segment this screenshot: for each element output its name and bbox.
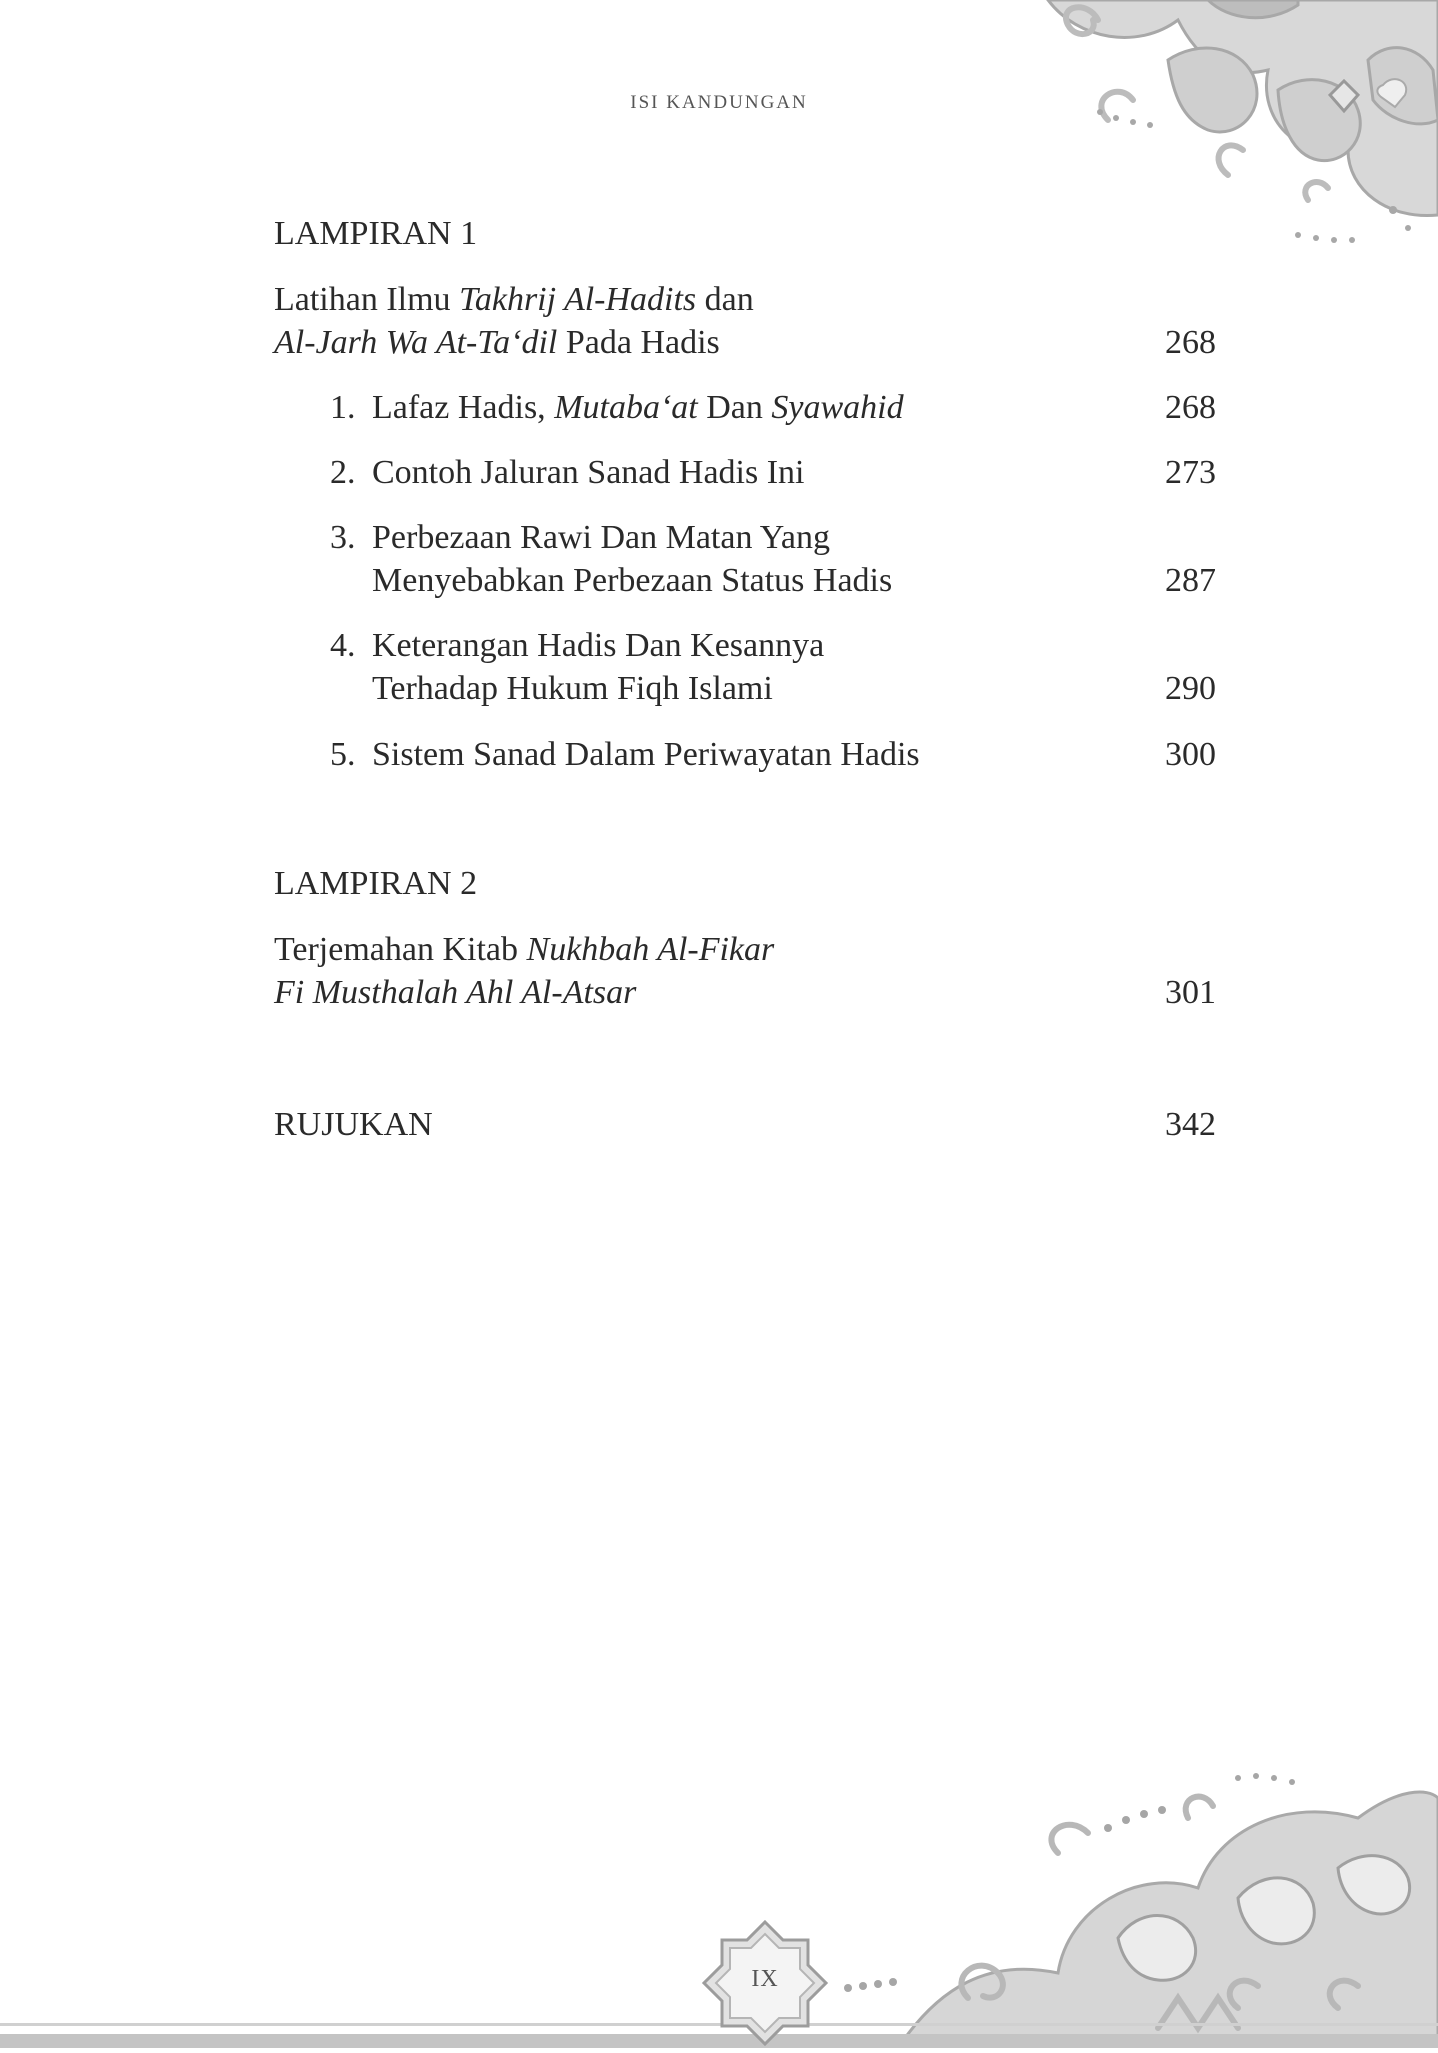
lampiran-1-section [274, 213, 1216, 255]
entry-line-1: Contoh Jaluran Sanad Hadis Ini [372, 454, 805, 491]
entry-line-1: Sistem Sanad Dalam Periwayatan Hadis [372, 736, 920, 773]
page-number-ref: 268 [1165, 389, 1216, 426]
page-number-ref: 290 [1165, 670, 1216, 707]
toc-subentry [274, 451, 1216, 494]
entry-line-1: Terjemahan Kitab Nukhbah Al-Fikar [274, 931, 775, 968]
entry-line-1: Perbezaan Rawi Dan Matan Yang [372, 519, 830, 556]
page-number-ref: 273 [1165, 454, 1216, 491]
toc-item-2[interactable] [274, 451, 1216, 494]
page-number-ref: 268 [1165, 324, 1216, 361]
page-number-ref: 301 [1165, 974, 1216, 1011]
toc-entry [274, 1103, 1216, 1146]
toc-subentry [274, 516, 1216, 602]
section-heading: LAMPIRAN 1 [274, 215, 478, 252]
entry-line-1: Latihan Ilmu Takhrij Al-Hadits dan [274, 281, 754, 318]
entry-line-1: Lafaz Hadis, Mutaba‘at Dan Syawahid [372, 389, 904, 426]
item-number: 3. [330, 519, 356, 556]
entry-line-1: RUJUKAN [274, 1106, 433, 1143]
entry-line-2: Terhadap Hukum Fiqh Islami [372, 670, 773, 707]
lampiran-2-section [274, 863, 1216, 905]
toc-subentry [274, 386, 1216, 429]
item-number: 5. [330, 736, 356, 773]
item-number: 2. [330, 454, 356, 491]
item-number: 1. [330, 389, 356, 426]
toc-item-4[interactable] [274, 624, 1216, 710]
toc-item-5[interactable] [274, 733, 1216, 776]
toc-entry [274, 278, 1216, 364]
toc-entry-rujukan[interactable] [274, 1103, 1216, 1146]
toc-subentry [274, 733, 1216, 776]
toc-subentry [274, 624, 1216, 710]
item-number: 4. [330, 627, 356, 664]
entry-line-2: Al-Jarh Wa At-Ta‘dil Pada Hadis [274, 324, 720, 361]
section-heading: LAMPIRAN 2 [274, 865, 478, 902]
page-number-ref: 342 [1165, 1106, 1216, 1143]
page-number-ref: 300 [1165, 736, 1216, 773]
toc-item-1[interactable] [274, 386, 1216, 429]
entry-line-1: Keterangan Hadis Dan Kesannya [372, 627, 825, 664]
entry-line-2: Fi Musthalah Ahl Al-Atsar [274, 974, 637, 1011]
page-number: IX [751, 1966, 779, 1992]
page-number-badge [700, 1918, 830, 2048]
toc-entry-terjemahan[interactable] [274, 928, 1216, 1014]
toc-item-3[interactable] [274, 516, 1216, 602]
page-number-ref: 287 [1165, 562, 1216, 599]
entry-line-2: Menyebabkan Perbezaan Status Hadis [372, 562, 893, 599]
toc-entry [274, 928, 1216, 1014]
toc-entry-latihan[interactable] [274, 278, 1216, 364]
running-head: ISI KANDUNGAN [630, 92, 808, 113]
